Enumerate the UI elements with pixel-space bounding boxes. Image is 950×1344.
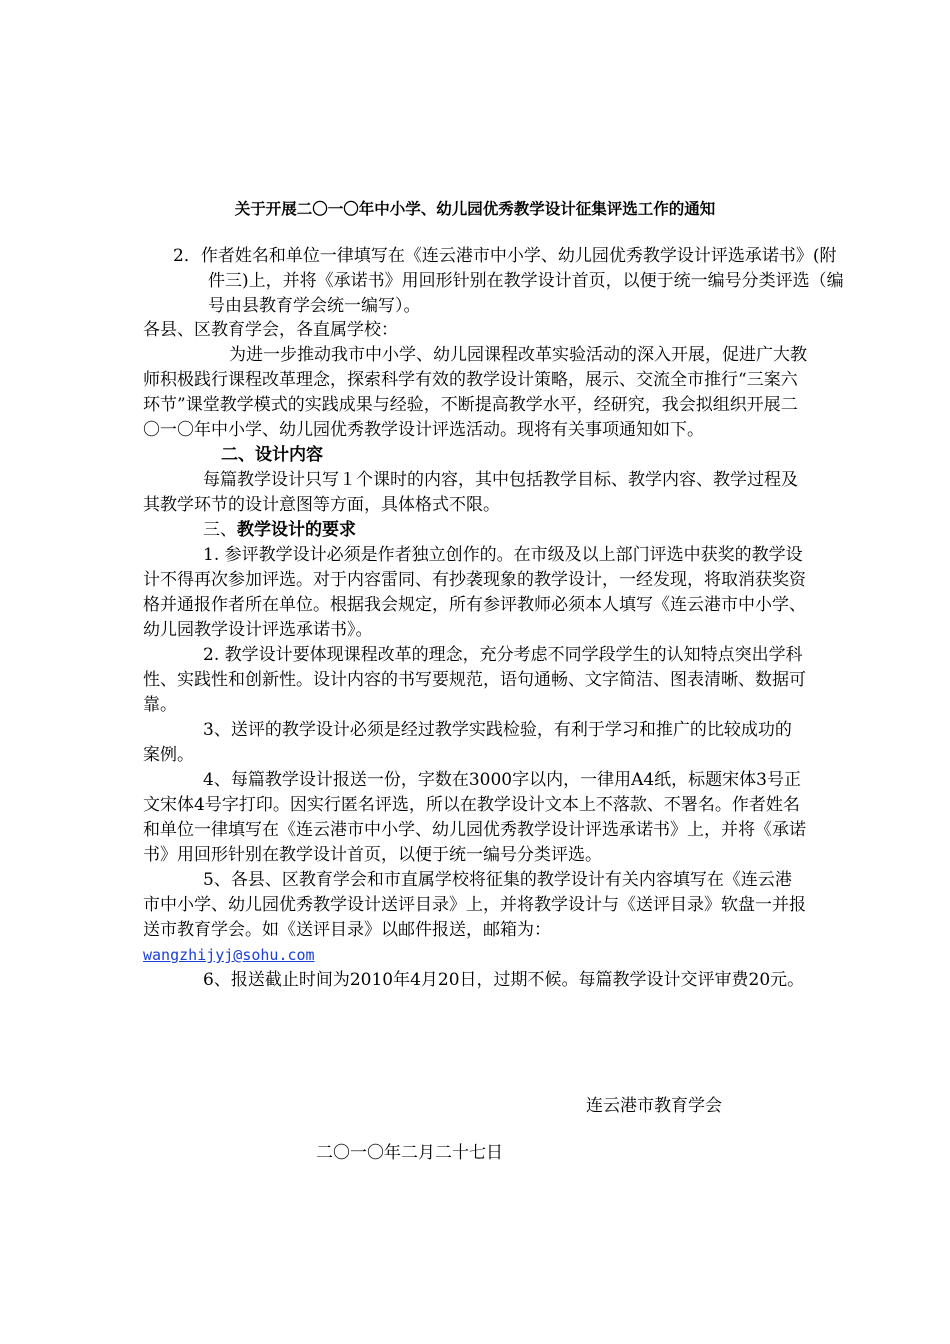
requirement-1: 1. 参评教学设计必须是作者独立创作的。在市级及以上部门评选中获奖的教学设计不得再次参加评选。对于内容雷同、有抄袭现象的教学设计，一经发现，将取消获奖资格并通报作者所在单位。根据我会规定，所有参评教师必须本人填写《连云港市中小学、幼儿园教学设计评选承诺书》。 xyxy=(143,545,806,640)
salutation: 各县、区教育学会，各直属学校： xyxy=(143,320,398,340)
requirement-3: 3、送评的教学设计必须是经过教学实践检验，有利于学习和推广的比较成功的案例。 xyxy=(143,720,792,765)
requirement-5: 5、各县、区教育学会和市直属学校将征集的教学设计有关内容填写在《连云港市中小学、幼儿园优秀教学设计送评目录》上，并将教学设计与《送评目录》软盘一并报送市教育学会。如《送评目录》以邮件报送，邮箱为： xyxy=(143,870,806,940)
section-3-heading xyxy=(143,518,808,543)
section-3-title: 教学设计的要求 xyxy=(237,520,356,540)
email-line xyxy=(143,943,808,968)
requirement-4: 4、每篇教学设计报送一份，字数在3000字以内，一律用A4纸，标题宋体3号正文宋体4号字打印。因实行匿名评选，所以在教学设计文本上不落款、不署名。作者姓名和单位一律填写在《连云港市中小学、幼儿园优秀教学设计评选承诺书》上，并将《承诺书》用回形针别在教学设计首页，以便于统一编号分类评选。 xyxy=(143,770,806,865)
date: 二〇一〇年二月二十七日 xyxy=(316,1143,503,1163)
document-body xyxy=(143,318,808,993)
requirement-2: 2. 教学设计要体现课程改革的理念，充分考虑不同学段学生的认知特点突出学科性、实践性和创新性。设计内容的书写要规范，语句通畅、文字简洁、图表清晰、数据可靠。 xyxy=(143,645,806,715)
signature: 连云港市教育学会 xyxy=(586,1096,722,1116)
section-2-heading: 二、设计内容 xyxy=(221,445,323,465)
page-title: 关于开展二〇一〇年中小学、幼儿园优秀教学设计征集评选工作的通知 xyxy=(234,200,716,218)
paragraph-item-2: 2．作者姓名和单位一律填写在《连云港市中小学、幼儿园优秀教学设计评选承诺书》(附件三)上，并将《承诺书》用回形针别在教学设计首页，以便于统一编号分类评选（编号由县教育学会统一编写）。 xyxy=(173,246,844,316)
requirement-6: 6、报送截止时间为2010年4月20日，过期不候。每篇教学设计交评审费20元。 xyxy=(203,970,805,990)
intro-paragraph: 为进一步推动我市中小学、幼儿园课程改革实验活动的深入开展，促进广大教师积极践行课程改革理念，探索科学有效的教学设计策略，展示、交流全市推行“三案六环节”课堂教学模式的实践成果与经验，不断提高教学水平，经研究，我会拟组织开展二〇一〇年中小学、幼儿园优秀教学设计评选活动。现将有关事项通知如下。 xyxy=(143,345,807,440)
section-2-text: 每篇教学设计只写１个课时的内容，其中包括教学目标、教学内容、教学过程及其教学环节的设计意图等方面，具体格式不限。 xyxy=(143,470,798,515)
email-link[interactable]: wangzhijyj@sohu.com xyxy=(143,946,315,964)
section-3-number: 三、 xyxy=(203,520,237,540)
